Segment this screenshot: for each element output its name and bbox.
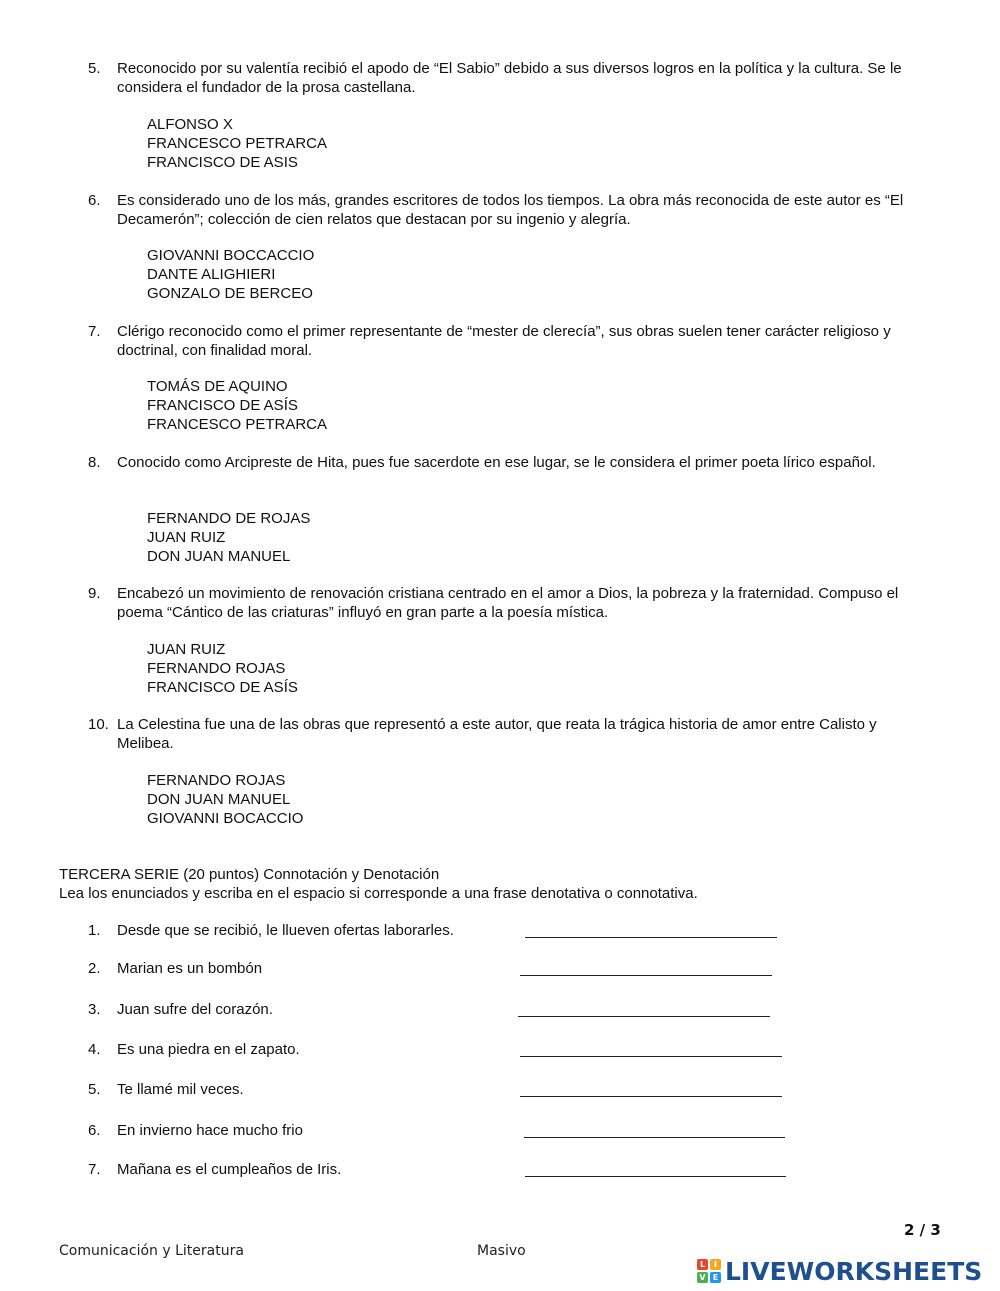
question-number: 6. (88, 192, 101, 209)
statement-text: Juan sufre del corazón. (117, 1001, 273, 1018)
option: FRANCISCO DE ASIS (147, 154, 298, 171)
option: FRANCISCO DE ASÍS (147, 397, 298, 414)
question-number: 10. (88, 716, 109, 733)
option: TOMÁS DE AQUINO (147, 378, 288, 395)
answer-blank-1[interactable] (525, 937, 777, 938)
question-text: Reconocido por su valentía recibió el apodo de “El Sabio” debido a sus diversos logros en la política y la cultura. Se le considera el fundador de la prosa castellana. (117, 60, 902, 96)
page-number: 2 / 3 (904, 1221, 941, 1239)
option: GONZALO DE BERCEO (147, 285, 313, 302)
options-10 (147, 771, 303, 828)
option: GIOVANNI BOCCACCIO (147, 247, 315, 264)
option: JUAN RUIZ (147, 529, 226, 546)
option: DON JUAN MANUEL (147, 548, 291, 565)
option: GIOVANNI BOCACCIO (147, 810, 304, 827)
logo-text: LIVEWORKSHEETS (725, 1256, 983, 1286)
logo-letter: V (697, 1272, 708, 1283)
statement-text: Es una piedra en el zapato. (117, 1041, 300, 1058)
statement-number: 5. (88, 1081, 101, 1098)
answer-blank-7[interactable] (525, 1176, 786, 1177)
option: JUAN RUIZ (147, 641, 226, 658)
answer-blank-4[interactable] (520, 1056, 782, 1057)
statement-text: Desde que se recibió, le llueven ofertas laborarles. (117, 922, 454, 939)
statement-number: 4. (88, 1041, 101, 1058)
question-text: La Celestina fue una de las obras que representó a este autor, que reata la trágica historia de amor entre Calisto y Melibea. (117, 716, 877, 752)
section-instructions: Lea los enunciados y escriba en el espacio si corresponde a una frase denotativa o connotativa. (59, 885, 698, 902)
section-title: TERCERA SERIE (20 puntos) Connotación y Denotación (59, 866, 440, 883)
statement-text: Mañana es el cumpleaños de Iris. (117, 1161, 342, 1178)
option: FRANCISCO DE ASÍS (147, 679, 298, 696)
question-number: 9. (88, 585, 101, 602)
answer-blank-2[interactable] (520, 975, 772, 976)
liveworksheets-logo (697, 1257, 982, 1285)
answer-blank-5[interactable] (520, 1096, 782, 1097)
answer-blank-6[interactable] (524, 1137, 785, 1138)
question-text: Es considerado uno de los más, grandes escritores de todos los tiempos. La obra más reconocida de este autor es “El Decamerón”; colección de cien relatos que destacan por su ingenio y alegría. (117, 192, 904, 228)
logo-letter: E (710, 1272, 721, 1283)
option: FRANCESCO PETRARCA (147, 416, 328, 433)
question-text: Conocido como Arcipreste de Hita, pues fue sacerdote en ese lugar, se le considera el primer poeta lírico español. (117, 454, 876, 471)
logo-mark-icon (697, 1259, 721, 1283)
statement-text: Marian es un bombón (117, 960, 263, 977)
options-5 (147, 115, 327, 172)
logo-letter: L (697, 1259, 708, 1270)
option: FERNANDO DE ROJAS (147, 510, 311, 527)
footer-type: Masivo (477, 1243, 526, 1259)
option: ALFONSO X (147, 116, 233, 133)
answer-blank-3[interactable] (518, 1016, 770, 1017)
question-text: Clérigo reconocido como el primer representante de “mester de clerecía”, sus obras suelen tener carácter religioso y doctrinal, con finalidad moral. (117, 323, 891, 359)
statement-text: Te llamé mil veces. (117, 1081, 244, 1098)
option: DANTE ALIGHIERI (147, 266, 276, 283)
footer-course: Comunicación y Literatura (59, 1243, 244, 1259)
option: FRANCESCO PETRARCA (147, 135, 328, 152)
statement-number: 2. (88, 960, 101, 977)
question-text: Encabezó un movimiento de renovación cristiana centrado en el amor a Dios, la pobreza y la fraternidad. Compuso el poema “Cántico de las criaturas” influyó en gran parte a la poesía mística. (117, 585, 899, 621)
option: DON JUAN MANUEL (147, 791, 291, 808)
statement-number: 3. (88, 1001, 101, 1018)
statement-number: 1. (88, 922, 101, 939)
options-9 (147, 640, 298, 697)
question-number: 7. (88, 323, 101, 340)
options-7 (147, 377, 327, 434)
question-number: 5. (88, 60, 101, 77)
options-8 (147, 509, 310, 566)
options-6 (147, 246, 314, 303)
logo-letter: I (710, 1259, 721, 1270)
statement-number: 6. (88, 1122, 101, 1139)
option: FERNANDO ROJAS (147, 772, 286, 789)
statement-number: 7. (88, 1161, 101, 1178)
option: FERNANDO ROJAS (147, 660, 286, 677)
statement-text: En invierno hace mucho frio (117, 1122, 303, 1139)
question-number: 8. (88, 454, 101, 471)
